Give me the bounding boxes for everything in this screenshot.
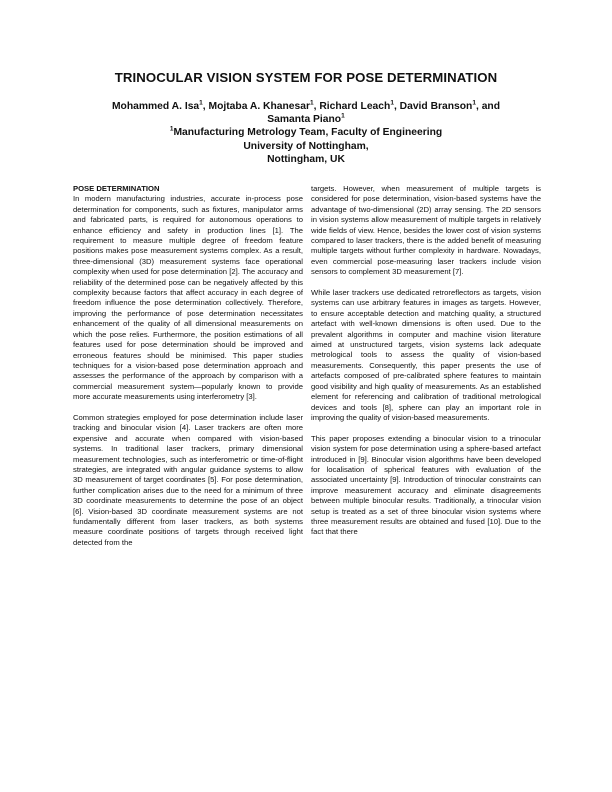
body-paragraph: While laser trackers use dedicated retroreflectors as targets, vision systems can use arbitrary features in images as targets. However, to ensure acceptable detection and matching quality, a structured artefact with well-known dimensions is often used. Due to the prevalent algorithms in computer and machine vision literature aimed at unstructured targets, vision systems lack adequate metrological tools to assess the quality of vision-based measurements. Consequently, this paper presents the use of artefacts composed of pre-calibrated sphere features to maintain good visibility and high quality of measurements. As an established element for referencing and calibration of traditional metrological devices and tools [8], sphere can play an important role in improving the quality of vision-based measurements. [311,288,541,422]
affiliation-marker: 1 [199,99,203,107]
author-line-1 [70,100,542,113]
author-name: David Branson [399,101,473,112]
author-line-2 [70,113,542,126]
affiliation-marker: 1 [169,125,174,133]
affiliation-marker: 1 [472,99,476,107]
author-separator: , [393,101,400,112]
author-name: Mojtaba A. Khanesar [208,101,310,112]
affiliation-city: Nottingham, UK [267,153,345,165]
body-paragraph: This paper proposes extending a binocular vision to a trinocular vision system for pose determination using a sphere-based artefact introduced in [9]. Binocular vision algorithms have been developed for localisation of spherical features with evaluation of the associated uncertainty [9]. Introduction of trinocular constraints can improve measurement accuracy and eliminate disagreements between multiple binocular results. Traditionally, a trinocular vision setup is treated as a set of three binocular vision systems where three measurement results are obtained and fused [10]. Due to the fact that there [311,433,541,537]
affiliation-team-text: Manufacturing Metrology Team, Faculty of Engineering [173,127,443,139]
body-paragraph: Common strategies employed for pose determination include laser tracking and binocular vision [4]. Laser trackers are often more expensive and accurate when compared with vision-based systems. In traditional laser trackers, primary dimensional measurement technologies, such as interferometric or time-of-flight strategies, are integrated with angular guidance systems to allow 3D measurement of target coordinates [5]. For pose determination, further complication arises due to the need for a minimum of three 3D coordinate measurements to determine the pose of an object [6]. Vision-based 3D coordinate measurement systems are not fundamentally different from laser trackers, as both systems measure coordinate positions of targets through received light detected from the [73,412,303,547]
paper-title: TRINOCULAR VISION SYSTEM FOR POSE DETERMINATION [114,70,498,85]
body-paragraph: In modern manufacturing industries, accurate in-process pose determination for components, such as fixtures, manipulator arms and fabricated parts, is required for autonomous operations to enhance efficiency and safety in production lines [1]. The requirement to measure multiple degree of freedom feature positions makes pose measurement systems complex. As a result, three-dimensional (3D) measurement systems face operational complexity when used for pose determination [2]. The accuracy and reliability of the determined pose can be negatively affected by this complexity because factors that affect accuracy in each degree of freedom influence the pose determination collectively. Therefore, improving the performance of pose determination necessitates enhancement of the quality of all dimensional measurements on which the pose relies. Furthermore, the position estimations of all features used for pose determination should be improved and erroneous features should be minimised. This paper studies techniques for a vision-based pose determination approach and assesses the performance of the approach by comparison with a commercial measurement system—popularly known to provide more accurate measurements using interferometry [3]. [73,194,303,402]
body-paragraph: targets. However, when measurement of multiple targets is considered for pose determination, vision-based systems have the advantage of two-dimensional (2D) array sensing. The 2D sensors in vision systems allow measurement of multiple targets in relatively wide fields of view. Hence, besides the lower cost of vision systems compared to laser trackers, there is the added benefit of measuring multiple targets without further complexity in hardware. Nowadays, even commercial pose-measuring laser trackers include vision sensors to complement 3D measurement [7]. [311,184,541,277]
affiliation-university: University of Nottingham, [243,140,369,152]
right-column [311,184,541,538]
affiliation-marker: 1 [309,99,314,107]
affiliation-team [70,126,542,139]
left-column [73,184,303,548]
affiliation-marker: 1 [341,112,345,120]
author-conjunction: , and [475,101,500,112]
author-block [70,100,542,166]
author-name: Samanta Piano [267,114,342,126]
author-separator: , [313,101,320,112]
author-separator: , [202,101,209,112]
section-heading: POSE DETERMINATION [73,184,160,193]
affiliation-marker: 1 [390,99,394,107]
author-name: Mohammed A. Isa [111,101,200,112]
author-name: Richard Leach [319,101,391,112]
